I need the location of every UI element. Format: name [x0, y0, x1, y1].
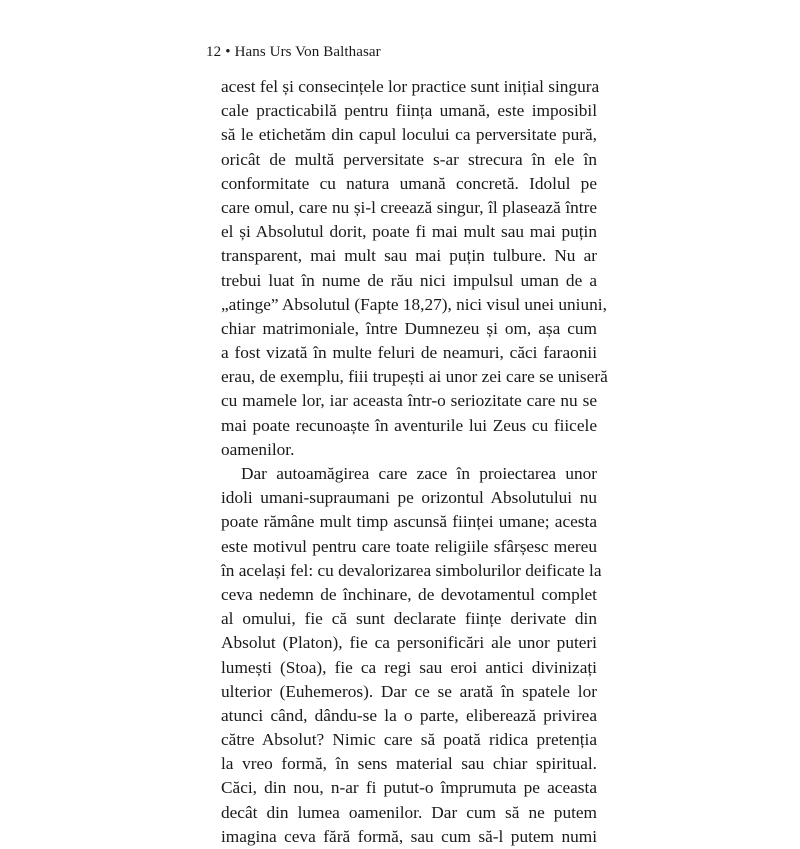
- text-line: atunci când, dându-se la o parte, eliberează privirea: [221, 705, 597, 725]
- text-line: Căci, din nou, n-ar fi putut-o împrumuta pe aceasta: [221, 778, 597, 798]
- text-line: al omului, fie că sunt declarate ființe derivate din: [221, 609, 597, 629]
- text-line: erau, de exemplu, fiii trupești ai unor zei care se uniseră: [221, 367, 608, 387]
- text-line: cale practicabilă pentru ființa umană, este imposibil: [221, 101, 597, 121]
- text-line: este motivul pentru care toate religiile sfârșesc mereu: [221, 536, 597, 556]
- text-line: acest fel și consecințele lor practice sunt inițial singura: [221, 77, 600, 96]
- text-line: poate rămâne mult timp ascunsă ființei umane; acesta: [221, 512, 597, 532]
- paragraph-1: [221, 75, 608, 462]
- header-bullet: •: [225, 44, 231, 60]
- text-line: Dar autoamăgirea care zace în proiectarea unor: [241, 464, 597, 483]
- text-line: decât din lumea oamenilor. Dar cum să ne putem: [221, 802, 597, 822]
- text-line: Absolut (Platon), fie ca personificări ale unor puteri: [221, 633, 597, 653]
- text-line: a fost vizată în multe feluri de neamuri, căci faraonii: [221, 343, 597, 363]
- text-line: transparent, mai mult sau mai puțin tulbure. Nu ar: [221, 246, 597, 266]
- text-line: către Absolut? Nimic care să poată ridica pretenția: [221, 730, 597, 750]
- paragraph-2: [221, 462, 602, 849]
- text-line: idoli umani-supraumani pe orizontul Absolutului nu: [221, 488, 597, 508]
- text-line: în același fel: cu devalorizarea simbolurilor deificate la: [221, 560, 602, 580]
- header-author: Hans Urs Von Balthasar: [234, 44, 381, 60]
- page-number: 12: [206, 44, 222, 60]
- running-header: [206, 44, 381, 61]
- text-line: oricât de multă perversitate s-ar strecura în ele în: [221, 149, 597, 169]
- text-line: la vreo formă, în sens material sau chiar spiritual.: [221, 754, 597, 774]
- text-line: „atinge” Absolutul (Fapte 18,27), nici visul unei uniuni,: [221, 294, 607, 314]
- text-line: trebui luat în nume de rău nici impulsul uman de a: [221, 270, 597, 290]
- text-line: conformitate cu natura umană concretă. Idolul pe: [221, 173, 597, 193]
- text-line: imagina ceva fără formă, sau cum să-l putem numi: [221, 826, 597, 846]
- text-line: el și Absolutul dorit, poate fi mai mult sau mai puțin: [221, 222, 597, 242]
- text-line: care omul, care nu și-l creează singur, îl plasează între: [221, 197, 597, 217]
- text-line: ceva nedemn de închinare, de devotamentul complet: [221, 584, 597, 604]
- text-line: ulterior (Euhemeros). Dar ce se arată în spatele lor: [221, 681, 597, 701]
- text-line: mai poate recunoaște în aventurile lui Zeus cu fiicele: [221, 415, 597, 435]
- text-line: lumești (Stoa), fie ca regi sau eroi antici divinizați: [221, 657, 597, 677]
- text-line: cu mamele lor, iar aceasta într-o seriozitate care nu se: [221, 391, 597, 411]
- body-text: [221, 75, 608, 849]
- text-line: chiar matrimoniale, între Dumnezeu și om, așa cum: [221, 318, 597, 338]
- text-line: să le etichetăm din capul locului ca perversitate pură,: [221, 125, 597, 145]
- text-line: oamenilor.: [221, 439, 295, 459]
